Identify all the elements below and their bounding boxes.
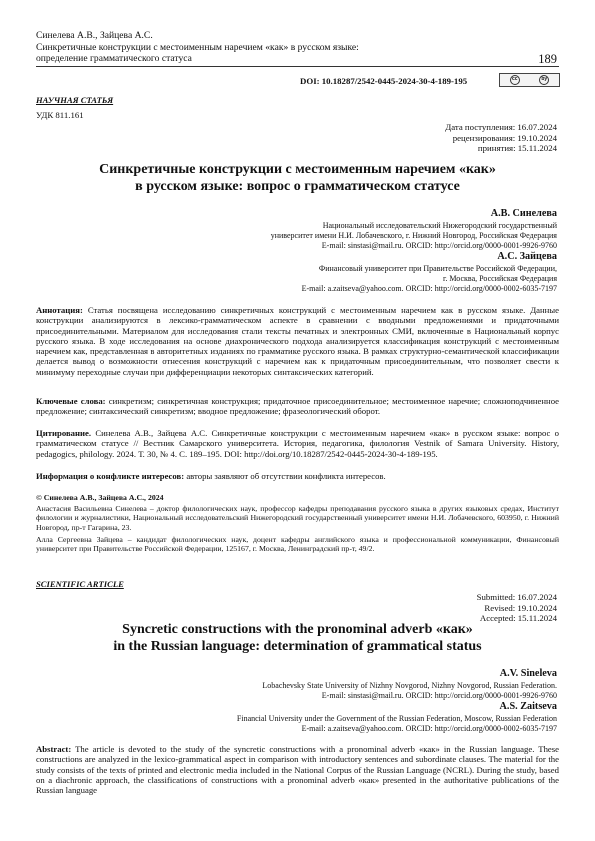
title-en-line2: in the Russian language: determination of grammatical status <box>113 638 482 654</box>
copyright-notice: © Синелева А.В., Зайцева А.С., 2024 <box>36 493 164 502</box>
date-accepted-ru: принятия: 15.11.2024 <box>477 143 557 153</box>
date-reviewed-ru: рецензирования: 19.10.2024 <box>452 132 557 143</box>
author1-affiliation-ru <box>271 221 557 251</box>
author1-name-ru: А.В. Синелева <box>490 208 557 219</box>
page-number: 189 <box>538 52 557 66</box>
abstract-label-en: Abstract: <box>36 744 72 754</box>
citation-text-ru: Синелева А.В., Зайцева А.С. Синкретичные конструкции с местоименным наречием «как» в русском языке: вопрос о грамматическом статусе // Вестник Самарского университета. История, педагогика, филология Vestnik of Samara University. History, pedagogics, philology. 2024. Т. 30, № 4. С. 189–195. DOI: http://doi.org/10.18287/2542-0445-2024-30-4-189-195. <box>36 428 559 459</box>
author2-aff-en-line1: Financial University under the Government of the Russian Federation, Moscow, Russian Federation <box>236 714 557 723</box>
date-received-ru: Дата поступления: 16.07.2024 <box>445 122 557 132</box>
author2-affiliation-en <box>237 714 557 734</box>
header-divider <box>36 66 559 67</box>
title-ru-line2: в русском языке: вопрос о грамматическом статусе <box>135 178 460 194</box>
running-header <box>36 30 436 65</box>
author1-aff-ru-line2: университет имени Н.И. Лобачевского, г. Нижний Новгород, Российская Федерация <box>270 231 557 240</box>
running-header-title-line2: определение грамматического статуса <box>36 53 192 65</box>
by-icon: by <box>539 75 549 85</box>
dates-en <box>477 592 557 624</box>
article-type-en: SCIENTIFIC ARTICLE <box>36 579 124 589</box>
title-ru-line1: Синкретичные конструкции с местоименным наречием «как» <box>99 162 496 177</box>
author1-email-ru[interactable]: E-mail: sinstasi@mail.ru. ORCID: http://orcid.org/0000-0001-9926-9760 <box>321 241 557 250</box>
article-type-ru: НАУЧНАЯ СТАТЬЯ <box>36 95 114 105</box>
udk-code: УДК 811.161 <box>36 110 84 120</box>
author2-email-en[interactable]: E-mail: a.zaitseva@yahoo.com. ORCID: http://orcid.org/0000-0002-6035-7197 <box>301 724 557 733</box>
cc-icon: cc <box>510 75 520 85</box>
author1-affiliation-en <box>262 681 557 701</box>
author1-aff-ru-line1: Национальный исследовательский Нижегородский государственный <box>322 221 557 230</box>
citation-ru <box>36 428 559 459</box>
conflict-text-ru: авторы заявляют об отсутствии конфликта интересов. <box>186 471 386 481</box>
keywords-text-ru: синкретизм; синкретичная конструкция; придаточное присоединительное; местоименное наречие; сложноподчиненное предложение; синтаксический синкретизм; вводное предложение; фразеологический оборот. <box>36 396 560 417</box>
running-header-title-line1: Синкретичные конструкции с местоименным наречием «как» в русском языке: <box>36 41 359 53</box>
author2-aff-ru-line2: г. Москва, Российская Федерация <box>443 274 557 283</box>
keywords-label-ru: Ключевые слова: <box>36 396 106 406</box>
author2-affiliation-ru <box>302 264 557 294</box>
author1-email-en[interactable]: E-mail: sinstasi@mail.ru. ORCID: http://orcid.org/0000-0001-9926-9760 <box>321 691 557 700</box>
dates-ru <box>445 122 557 154</box>
abstract-text-en: The article is devoted to the study of the syncretic constructions with a pronominal adverb «как» in the Russian language. These constructions are analyzed in the lexico-grammatical aspect in comparison with introductory sentences and subordinate clauses. The material for the study consists of the texts of printed and electronic media included in the National Corpus of the Russian Language (NCRL). During the study, based on a diachronic approach, the classifications of constructions with a pronominal adverb «как» presented in the authoritative publications of the Russian language <box>36 744 560 796</box>
author1-bio: Анастасия Васильевна Синелева – доктор филологических наук, профессор кафедры преподавания русского языка в других языковых средах, Институт филологии и журналистики, Национальный исследовательский Нижегородский государственный университет имени Н.И. Лобачевского, 603950, г. Нижний Новгород, пр-т Гагарина, 23. <box>36 504 559 532</box>
author1-name-en: A.V. Sineleva <box>499 668 557 679</box>
abstract-label-ru: Аннотация: <box>36 305 83 315</box>
author2-aff-ru-line1: Финансовый университет при Правительстве Российской Федерации, <box>318 264 557 273</box>
conflict-of-interest-ru <box>36 471 559 481</box>
running-header-authors: Синелева А.В., Зайцева А.С. <box>36 30 153 41</box>
cc-by-license-badge[interactable] <box>499 73 560 87</box>
date-revised-en: Revised: 19.10.2024 <box>484 602 557 613</box>
author2-name-ru: А.С. Зайцева <box>497 251 557 262</box>
abstract-ru <box>36 305 559 377</box>
author2-bio: Алла Сергеевна Зайцева – кандидат филологических наук, доцент кафедры английского языка и профессиональной коммуникации, Финансовый университет при Правительстве Российской Федерации, 125167, г. Москва, Ленинградский пр-т, 49/2. <box>36 535 559 554</box>
abstract-en <box>36 744 559 795</box>
title-en <box>36 622 559 655</box>
author2-email-ru[interactable]: E-mail: a.zaitseva@yahoo.com. ORCID: http://orcid.org/0000-0002-6035-7197 <box>301 284 557 293</box>
author2-name-en: A.S. Zaitseva <box>499 701 557 712</box>
date-submitted-en: Submitted: 16.07.2024 <box>476 592 557 602</box>
doi-link[interactable]: DOI: 10.18287/2542-0445-2024-30-4-189-195 <box>300 76 468 86</box>
conflict-label-ru: Информация о конфликте интересов: <box>36 471 185 481</box>
title-ru <box>36 162 559 195</box>
keywords-ru <box>36 396 559 417</box>
abstract-text-ru: Статья посвящена исследованию синкретичных конструкций с местоименным наречием как в русском языке. Данные конструкции анализируются в лексико-грамматическом аспекте в сравнении с вводными предложениями и придаточными присоединительными. Материалом для исследования стали тексты печатных и электронных СМИ, включенные в Национальный корпус русского языка. В ходе исследования на основе диахронического подхода анализируется классификация конструкций с местоименным наречием как, представленная в авторитетных изданиях по грамматике русского языка. В рамках структурно-семантической классификации делается вывод о возможности отнесения конструкций с наречием как к придаточным присоединительным, что позволяет свести к минимуму переходные случаи при дифференциации некоторых синтаксических категорий. <box>36 305 559 377</box>
author1-aff-en-line1: Lobachevsky State University of Nizhny Novgorod, Nizhny Novgorod, Russian Federation. <box>262 681 557 690</box>
citation-label-ru: Цитирование. <box>36 428 92 438</box>
date-accepted-en: Accepted: 15.11.2024 <box>479 613 557 623</box>
title-en-line1: Syncretic constructions with the pronominal adverb «как» <box>122 622 473 637</box>
